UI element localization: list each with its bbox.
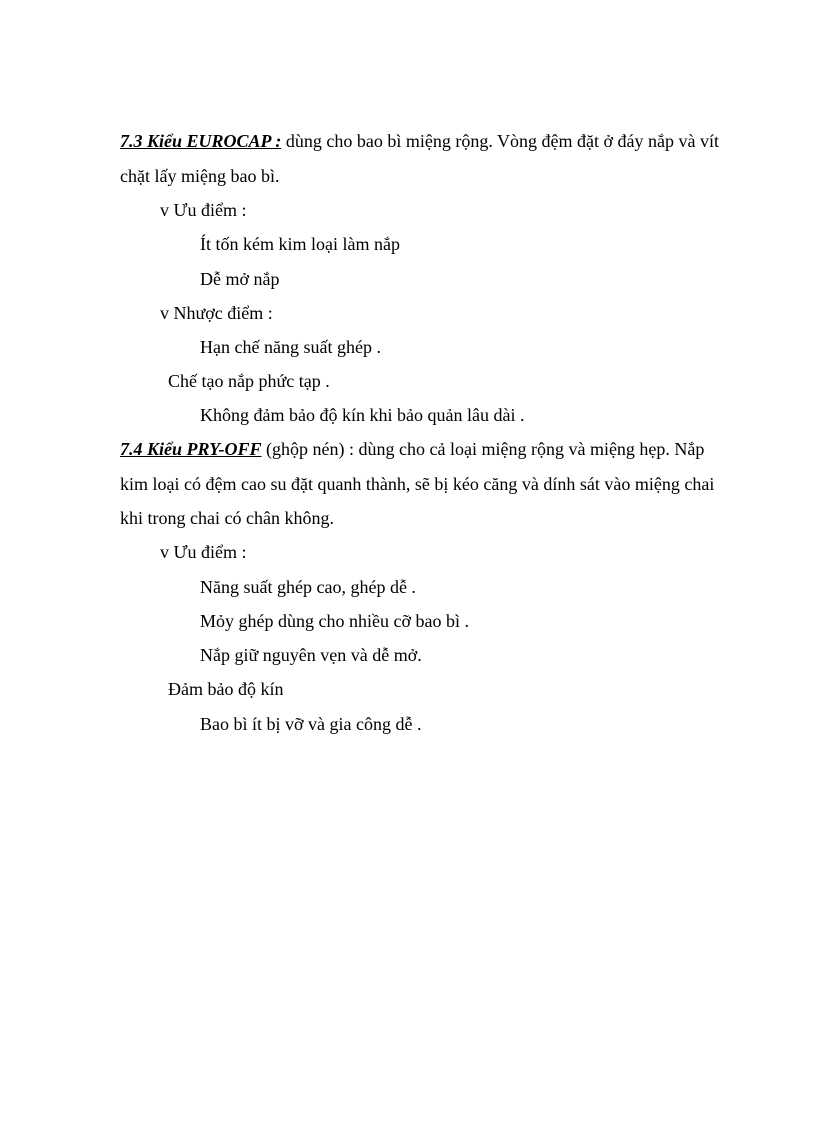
section-7-4-intro-line-1 <box>120 438 704 460</box>
section-7-3-disadvantages-label: v Nhược điểm : <box>160 303 273 323</box>
section-7-4-advantage-item: Bao bì ít bị vỡ và gia công dễ . <box>200 714 422 734</box>
section-7-4-heading: 7.4 Kiểu PRY-OFF <box>120 439 262 459</box>
section-7-4-advantage-item: Năng suất ghép cao, ghép dễ . <box>200 577 416 597</box>
section-7-3-heading: 7.3 Kiểu EUROCAP : <box>120 131 282 151</box>
section-7-4-advantage-item: Đảm bảo độ kín <box>168 679 284 699</box>
section-7-4-intro-line-3: khi trong chai có chân không. <box>120 508 334 528</box>
section-7-4-advantage-item: Mỏy ghép dùng cho nhiều cỡ bao bì . <box>200 611 469 631</box>
section-7-3-disadvantage-item: Không đảm bảo độ kín khi bảo quản lâu dài . <box>200 405 525 425</box>
section-7-3-intro-line-1 <box>120 130 719 152</box>
section-7-3-intro-line-2: chặt lấy miệng bao bì. <box>120 166 280 186</box>
section-7-3-advantage-item: Ít tốn kém kim loại làm nắp <box>200 234 400 254</box>
section-7-3-disadvantage-item: Chế tạo nắp phức tạp . <box>168 371 330 391</box>
section-7-4-intro-text: (ghộp nén) : dùng cho cả loại miệng rộng và miệng hẹp. Nắp <box>261 439 705 459</box>
section-7-3-disadvantage-item: Hạn chế năng suất ghép . <box>200 337 381 357</box>
section-7-4-advantage-item: Nắp giữ nguyên vẹn và dễ mở. <box>200 645 422 665</box>
section-7-4-intro-line-2: kim loại có đệm cao su đặt quanh thành, sẽ bị kéo căng và dính sát vào miệng chai <box>120 474 715 494</box>
section-7-3-advantages-label: v Ưu điểm : <box>160 200 247 220</box>
section-7-4-advantages-label: v Ưu điểm : <box>160 542 247 562</box>
section-7-3-advantage-item: Dễ mở nắp <box>200 269 280 289</box>
section-7-3-intro-text: dùng cho bao bì miệng rộng. Vòng đệm đặt ở đáy nắp và vít <box>281 131 719 151</box>
